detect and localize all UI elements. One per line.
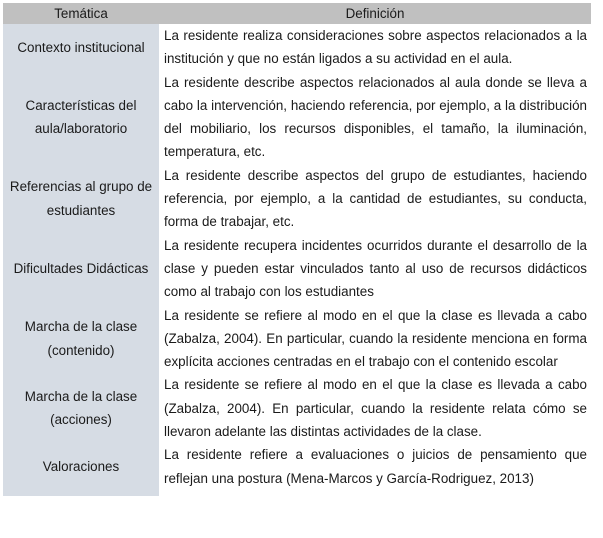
- definicion-cell: La residente describe aspectos del grupo de estudiantes, haciendo referencia, por ejemplo, a la cantidad de estudiantes, su conducta, forma de trabajar, etc.: [164, 167, 587, 230]
- tematica-cell: Marcha de la clase (contenido): [3, 304, 159, 374]
- tematica-cell: Dificultades Didácticas: [3, 234, 159, 304]
- definicion-cell: La residente se refiere al modo en el que la clase es llevada a cabo (Zabalza, 2004). En particular, cuando la residente relata cómo se llevaron adelante las distintas actividades de la clase.: [164, 377, 587, 440]
- definitions-table: [3, 3, 591, 496]
- definicion-cell: La residente se refiere al modo en el que la clase es llevada a cabo (Zabalza, 2004). En particular, cuando la residente menciona en forma explícita acciones centradas en el trabajo con el contenido escolar: [164, 307, 587, 370]
- header-tematica: Temática: [3, 3, 159, 24]
- definicion-cell: La residente refiere a evaluaciones o juicios de pensamiento que reflejan una postura (Mena-Marcos y García-Rodriguez, 2013): [164, 447, 587, 486]
- table-row: [3, 373, 591, 443]
- tematica-cell: Características del aula/laboratorio: [3, 71, 159, 164]
- table-row: [3, 443, 591, 496]
- header-definicion: Definición: [159, 3, 591, 24]
- table-row: [3, 234, 591, 304]
- tematica-cell: Contexto institucional: [3, 24, 159, 71]
- tematica-cell: Valoraciones: [3, 443, 159, 496]
- table-row: [3, 71, 591, 164]
- table-row: [3, 164, 591, 234]
- table-row: [3, 304, 591, 374]
- tematica-cell: Referencias al grupo de estudiantes: [3, 164, 159, 234]
- definicion-cell: La residente realiza consideraciones sobre aspectos relacionados a la institución y que no están ligados a su actividad en el aula.: [164, 28, 587, 67]
- header-row: [3, 3, 591, 24]
- definicion-cell: La residente describe aspectos relacionados al aula donde se lleva a cabo la intervención, haciendo referencia, por ejemplo, a la distribución del mobiliario, los recursos disponibles, el tamaño, la iluminación, temperatura, etc.: [164, 74, 587, 160]
- table-row: [3, 24, 591, 71]
- definicion-cell: La residente recupera incidentes ocurridos durante el desarrollo de la clase y pueden estar vinculados tanto al uso de recursos didácticos como al trabajo con los estudiantes: [164, 237, 587, 300]
- tematica-cell: Marcha de la clase (acciones): [3, 373, 159, 443]
